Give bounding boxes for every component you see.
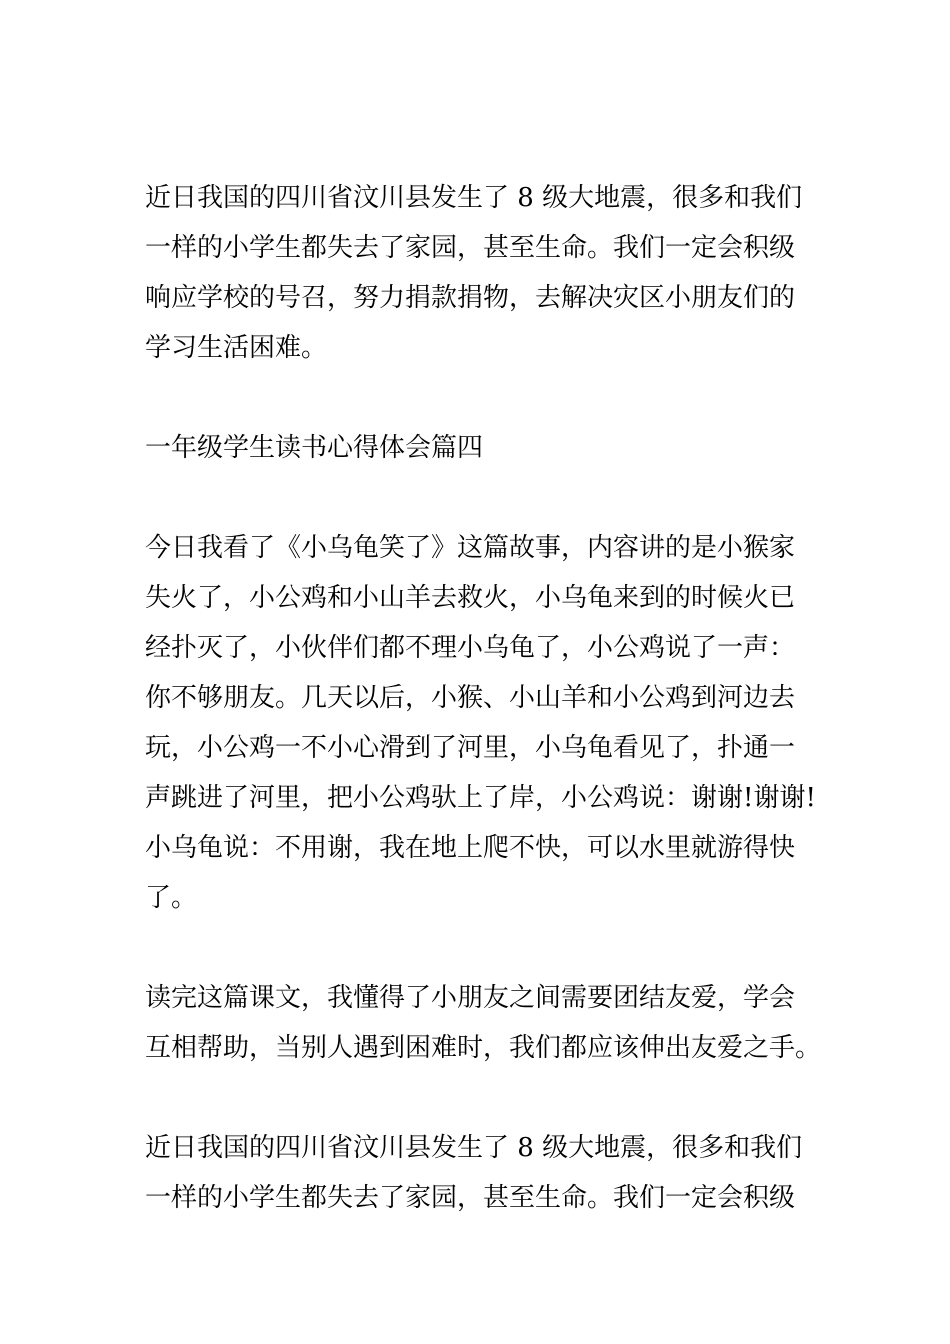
paragraph-3-line-8: 了。	[145, 883, 198, 913]
paragraph-1-line-1: 近日我国的四川省汶川县发生了 8 级大地震，很多和我们	[145, 183, 803, 213]
paragraph-3-line-2: 失火了，小公鸡和小山羊去救火，小乌龟来到的时候火已	[145, 583, 796, 613]
paragraph-1-line-2: 一样的小学生都失去了家园，甚至生命。我们一定会积级	[145, 233, 796, 263]
paragraph-3-line-1: 今日我看了《小乌龟笑了》这篇故事，内容讲的是小猴家	[145, 533, 796, 563]
paragraph-3-line-4: 你不够朋友。几天以后，小猴、小山羊和小公鸡到河边去	[145, 683, 796, 713]
section-heading: 一年级学生读书心得体会篇四	[145, 433, 484, 463]
paragraph-5-line-1: 近日我国的四川省汶川县发生了 8 级大地震，很多和我们	[145, 1133, 803, 1163]
paragraph-1-line-3: 响应学校的号召，努力捐款捐物，去解决灾区小朋友们的	[145, 283, 796, 313]
paragraph-1-line-4: 学习生活困难。	[145, 333, 328, 363]
paragraph-3-line-6: 声跳进了河里，把小公鸡驮上了岸，小公鸡说：谢谢!谢谢!	[145, 783, 816, 813]
paragraph-3-line-7: 小乌龟说：不用谢，我在地上爬不快，可以水里就游得快	[145, 833, 796, 863]
paragraph-5-line-2: 一样的小学生都失去了家园，甚至生命。我们一定会积级	[145, 1183, 796, 1213]
paragraph-3-line-5: 玩，小公鸡一不小心滑到了河里，小乌龟看见了，扑通一	[145, 733, 796, 763]
paragraph-3-line-3: 经扑灭了，小伙伴们都不理小乌龟了，小公鸡说了一声：	[145, 633, 796, 663]
paragraph-4-line-1: 读完这篇课文，我懂得了小朋友之间需要团结友爱，学会	[145, 983, 796, 1013]
paragraph-4-line-2: 互相帮助，当别人遇到困难时，我们都应该伸出友爱之手。	[145, 1033, 822, 1063]
